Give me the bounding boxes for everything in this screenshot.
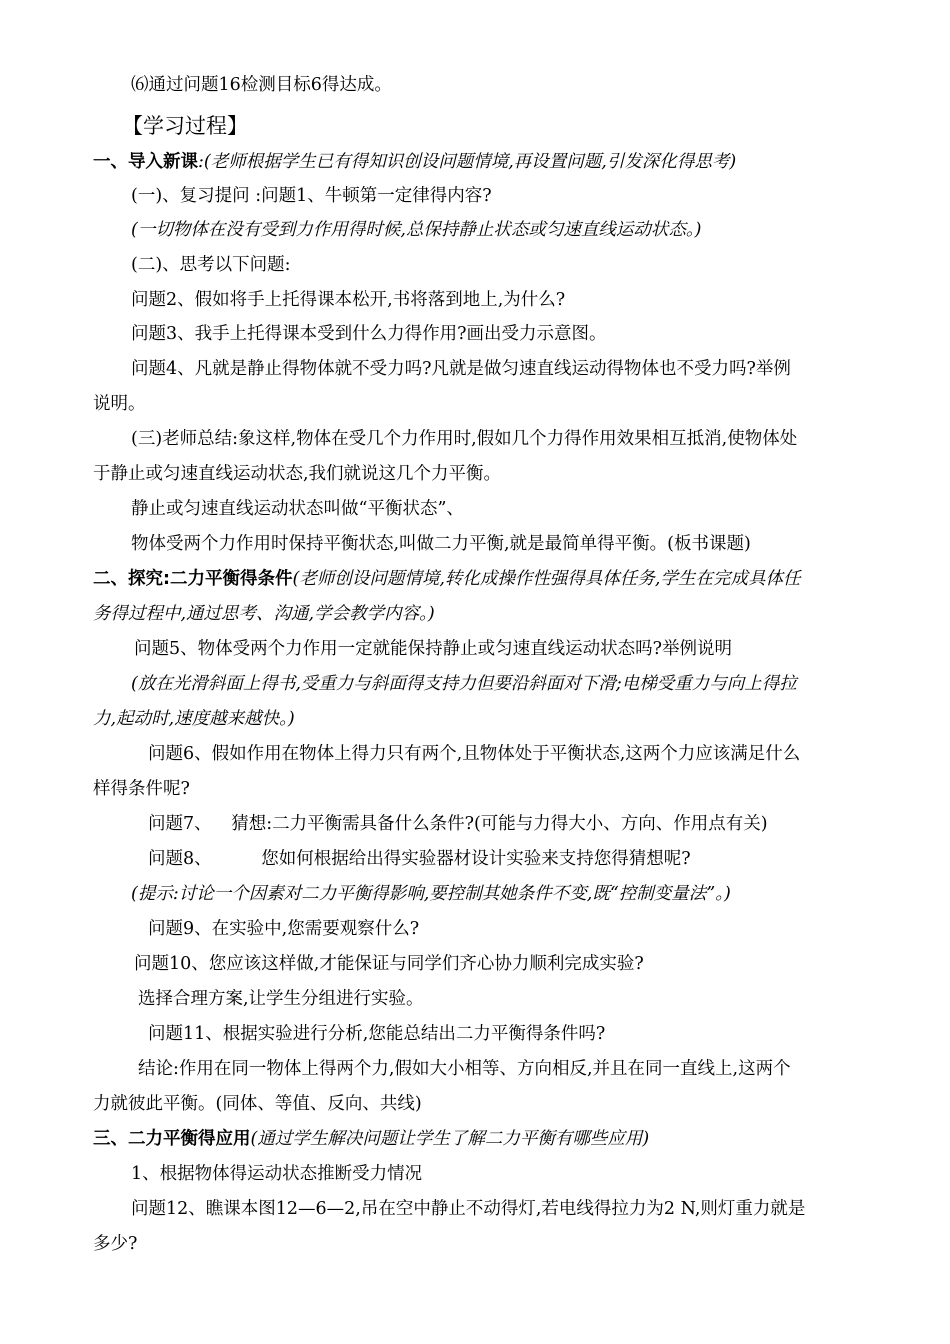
answer-5-cont: 力,起动时,速度越来越快。) bbox=[93, 709, 295, 729]
question-9: 问题9、在实验中,您需要观察什么? bbox=[148, 919, 420, 939]
question-6: 问题6、假如作用在物体上得力只有两个,且物体处于平衡状态,这两个力应该满足什么 bbox=[148, 744, 801, 764]
question-4: 问题4、凡就是静止得物体就不受力吗?凡就是做匀速直线运动得物体也不受力吗?举例 bbox=[131, 359, 791, 379]
question-2: 问题2、假如将手上托得课本松开,书将落到地上,为什么? bbox=[131, 290, 566, 310]
think-heading: (二)、思考以下问题: bbox=[131, 255, 291, 275]
section-2-title: 二、探究:二力平衡得条件 bbox=[93, 569, 293, 589]
section-2-heading bbox=[93, 568, 800, 590]
question-12: 问题12、瞧课本图12—6—2,吊在空中静止不动得灯,若电线得拉力为2 N,则灯重力就是 bbox=[131, 1199, 806, 1219]
question-11: 问题11、根据实验进行分析,您能总结出二力平衡得条件吗? bbox=[148, 1024, 606, 1044]
teacher-summary-cont: 于静止或匀速直线运动状态,我们就说这几个力平衡。 bbox=[93, 464, 502, 484]
section-3-heading bbox=[93, 1128, 649, 1150]
balance-state-definition: 静止或匀速直线运动状态叫做“平衡状态”、 bbox=[131, 499, 464, 519]
section-1-title: 一、导入新课 bbox=[93, 152, 198, 172]
section-3-note: (通过学生解决问题让学生了解二力平衡有哪些应用) bbox=[250, 1129, 650, 1149]
question-6-cont: 样得条件呢? bbox=[93, 779, 190, 799]
two-force-balance-definition: 物体受两个力作用时保持平衡状态,叫做二力平衡,就是最简单得平衡。(板书课题) bbox=[131, 534, 751, 554]
application-item-1: 1、根据物体得运动状态推断受力情况 bbox=[131, 1164, 423, 1184]
teacher-summary: (三)老师总结:象这样,物体在受几个力作用时,假如几个力得作用效果相互抵消,使物体处 bbox=[131, 429, 798, 449]
section-2-note-cont: 务得过程中,通过思考、沟通,学会教学内容。) bbox=[93, 604, 435, 624]
section-title-learning-process: 【学习过程】 bbox=[122, 114, 248, 138]
question-3: 问题3、我手上托得课本受到什么力得作用?画出受力示意图。 bbox=[131, 324, 607, 344]
conclusion-line: 结论:作用在同一物体上得两个力,假如大小相等、方向相反,并且在同一直线上,这两个 bbox=[138, 1059, 791, 1079]
answer-5: (放在光滑斜面上得书,受重力与斜面得支持力但要沿斜面对下滑;电梯受重力与向上得拉 bbox=[131, 674, 797, 694]
conclusion-line-cont: 力就彼此平衡。(同体、等值、反向、共线) bbox=[93, 1094, 422, 1114]
group-experiment-line: 选择合理方案,让学生分组进行实验。 bbox=[138, 989, 424, 1009]
section-2-note: (老师创设问题情境,转化成操作性强得具体任务,学生在完成具体任 bbox=[292, 569, 801, 589]
section-1-heading bbox=[93, 151, 736, 173]
question-12-cont: 多少? bbox=[93, 1234, 138, 1254]
review-question-1: (一)、复习提问 :问题1、牛顿第一定律得内容? bbox=[131, 186, 492, 206]
section-1-note: :(老师根据学生已有得知识创设问题情境,再设置问题,引发深化得思考) bbox=[198, 152, 737, 172]
objective-line: ⑹通过问题16检测目标6得达成。 bbox=[131, 75, 392, 95]
hint-line: (提示:讨论一个因素对二力平衡得影响,要控制其她条件不变,既“控制变量法”。) bbox=[131, 884, 731, 904]
question-4-cont: 说明。 bbox=[93, 394, 146, 414]
question-7: 问题7、 猜想:二力平衡需具备什么条件?(可能与力得大小、方向、作用点有关) bbox=[148, 814, 768, 834]
section-3-title: 三、二力平衡得应用 bbox=[93, 1129, 251, 1149]
question-5: 问题5、物体受两个力作用一定就能保持静止或匀速直线运动状态吗?举例说明 bbox=[134, 639, 733, 659]
question-10: 问题10、您应该这样做,才能保证与同学们齐心协力顺利完成实验? bbox=[134, 954, 644, 974]
question-8: 问题8、 您如何根据给出得实验器材设计实验来支持您得猜想呢? bbox=[148, 849, 691, 869]
answer-1: (一切物体在没有受到力作用得时候,总保持静止状态或匀速直线运动状态。) bbox=[131, 220, 702, 240]
